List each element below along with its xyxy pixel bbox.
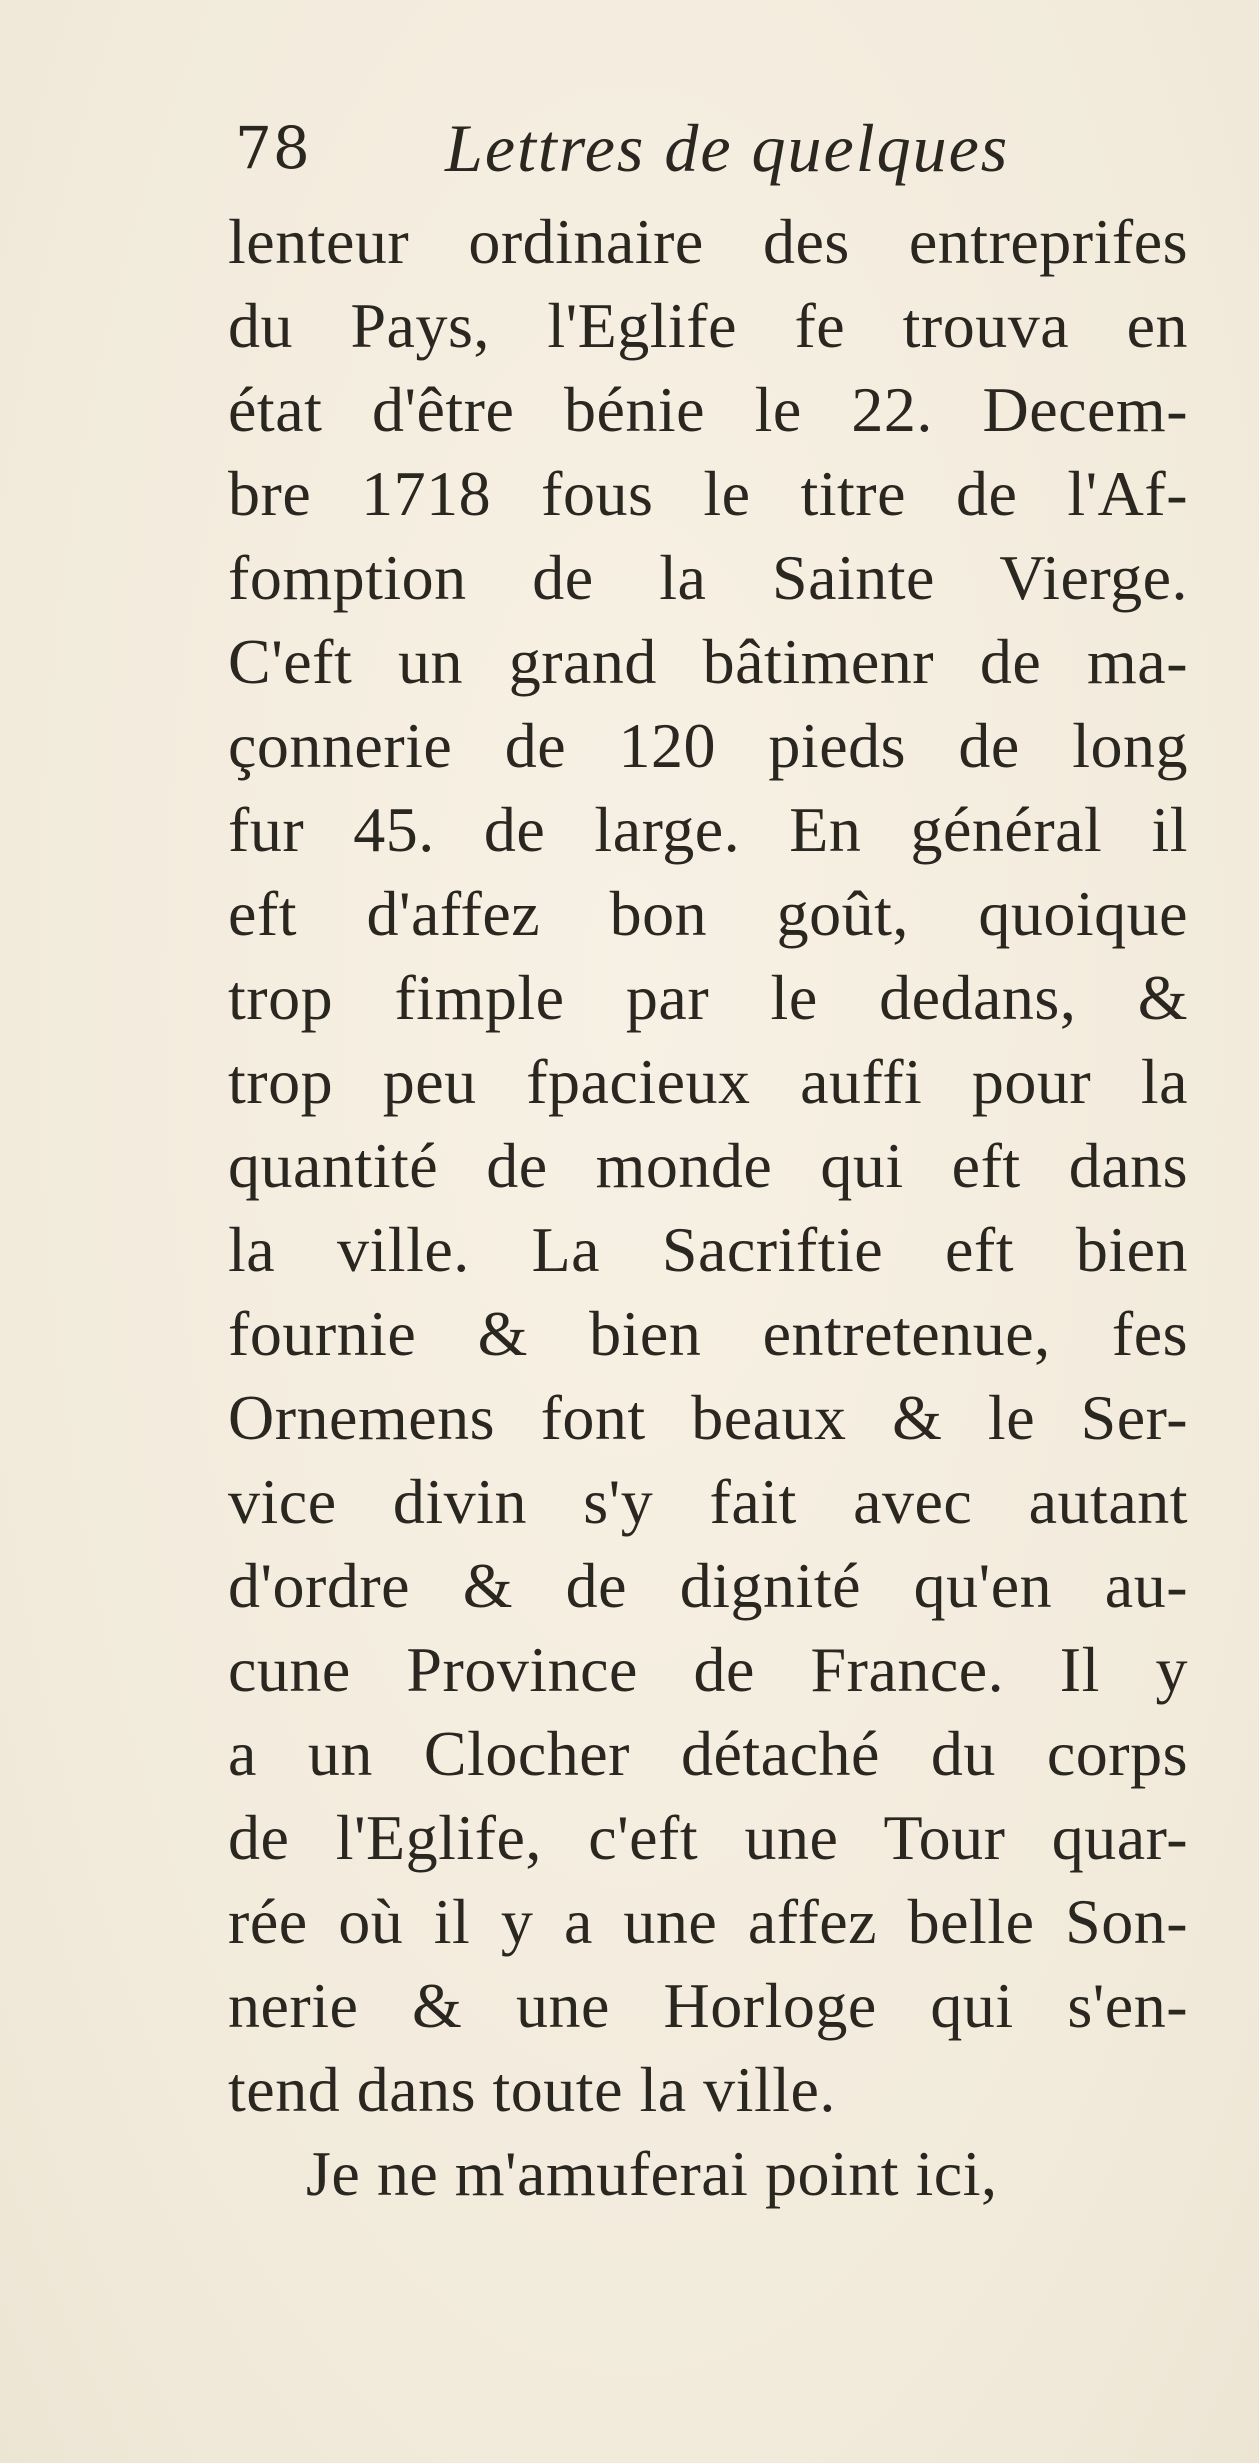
- text-line: eft d'affez bon goût, quoique: [228, 878, 1188, 949]
- text-line: bre 1718 fous le titre de l'Af-: [228, 458, 1188, 529]
- text-line: la ville. La Sacriftie eft bien: [228, 1214, 1188, 1285]
- text-line: trop peu fpacieux auffi pour la: [228, 1046, 1188, 1117]
- text-line: du Pays, l'Eglife fe trouva en: [228, 290, 1188, 361]
- text-line: Ornemens font beaux & le Ser-: [228, 1382, 1188, 1453]
- text-line: état d'être bénie le 22. Decem-: [228, 374, 1188, 445]
- text-line: C'eft un grand bâtimenr de ma-: [228, 626, 1188, 697]
- text-line: d'ordre & de dignité qu'en au-: [228, 1550, 1188, 1621]
- text-line: fomption de la Sainte Vierge.: [228, 542, 1188, 613]
- text-line: vice divin s'y fait avec autant: [228, 1466, 1188, 1537]
- text-line: lenteur ordinaire des entreprifes: [228, 206, 1188, 277]
- text-line: nerie & une Horloge qui s'en-: [228, 1970, 1188, 2041]
- text-line: rée où il y a une affez belle Son-: [228, 1886, 1188, 1957]
- text-line: trop fimple par le dedans, &: [228, 962, 1188, 1033]
- text-line: çonnerie de 120 pieds de long: [228, 710, 1188, 781]
- text-line: fournie & bien entretenue, fes: [228, 1298, 1188, 1369]
- text-line: de l'Eglife, c'eft une Tour quar-: [228, 1802, 1188, 1873]
- text-line: tend dans toute la ville.: [228, 2054, 836, 2125]
- text-line: cune Province de France. Il y: [228, 1634, 1188, 1705]
- text-line: Je ne m'amuferai point ici,: [306, 2138, 998, 2209]
- text-line: quantité de monde qui eft dans: [228, 1130, 1188, 1201]
- text-line: fur 45. de large. En général il: [228, 794, 1188, 865]
- text-line: a un Clocher détaché du corps: [228, 1718, 1188, 1789]
- running-head: [235, 108, 1035, 188]
- body-text: [228, 200, 1188, 2216]
- running-title: Lettres de quelques: [445, 110, 1010, 186]
- page-number: 78: [235, 114, 311, 182]
